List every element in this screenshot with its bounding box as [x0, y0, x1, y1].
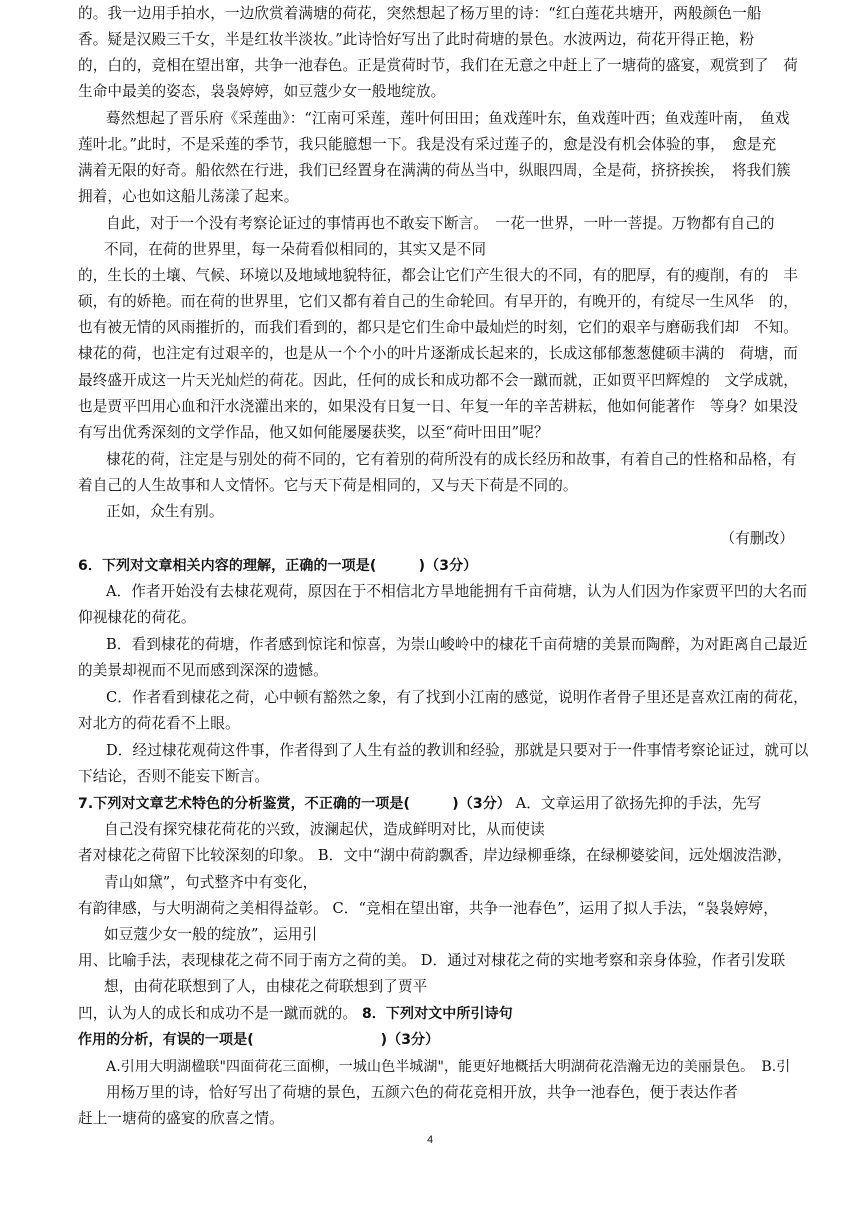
option-8a: A.引用大明湖楹联"四面荷花三面柳，一城山色半城湖"，能更好地概括大明湖荷花浩瀚无边的美丽景色。 B.引 [106, 1059, 791, 1075]
text-line: 也是贾平凹用心血和汗水浇灌出来的，如果没有日复一日、年复一年的辛苦耕耘，他如何能著作 等身？如果没 [78, 398, 798, 415]
text-line: 有韵律感，与大明湖荷之美相得益彰。 C．“竞相在望出窜，共争一池春色”，运用了拟人手法，“袅袅婷婷， [78, 900, 778, 917]
text-line: 拥着，心也如这船儿荡漾了起来。 [78, 188, 299, 205]
text-line: 不同，在荷的世界里，每一朵荷看似相同的，其实又是不同 [104, 241, 487, 258]
option-6b: B．看到棣花的荷塘，作者感到惊诧和惊喜，为崇山峻岭中的棣花千亩荷塘的美景而陶醉，为对距离自己最近 [106, 636, 808, 653]
text-line: 有写出优秀深刻的文学作品，他又如何能屡屡获奖，以至“荷叶田田”呢？ [78, 424, 549, 441]
source-note: （有删改） [720, 530, 794, 547]
question-7-stem: 7.下列对文章艺术特色的分析鉴赏，不正确的一项是( )（3分） [78, 796, 511, 812]
option-6a: A．作者开始没有去棣花观荷，原因在于不相信北方旱地能拥有千亩荷塘，认为人们因为作家贾平凹的大名而 [106, 583, 808, 600]
option-6c-cont: 对北方的荷花看不上眼。 [78, 715, 240, 732]
text-line: 香。疑是汉殿三千女，半是红妆半淡妆。”此诗恰好写出了此时荷塘的景色。水波两边，荷花开得正艳，粉 [78, 31, 755, 48]
option-7a: A．文章运用了欲扬先抑的手法，先写 [515, 795, 762, 812]
text-line: 蓦然想起了晋乐府《采莲曲》：“江南可采莲，莲叶何田田；鱼戏莲叶东，鱼戏莲叶西；鱼戏莲叶南， 鱼戏 [106, 110, 790, 127]
question-7-line [78, 794, 838, 814]
option-6b-cont: 的美景却视而不见而感到深深的遗憾。 [78, 662, 328, 679]
text-line: 的，白的，竞相在望出窜，共争一池春色。正是赏荷时节，我们在无意之中赶上了一塘荷的盛宴，观赏到了 荷 [78, 57, 798, 74]
question-8-line [78, 1004, 790, 1024]
option-6d: D．经过棣花观荷这件事，作者得到了人生有益的教训和经验，那就是只要对于一件事情考察论证过，就可以 [106, 742, 809, 759]
text-line: 最终盛开成这一片天光灿烂的荷花。因此，任何的成长和成功都不会一蹴而就，正如贾平凹辉煌的 文学成就， [78, 372, 798, 389]
text-line: 着自己的人生故事和人文情怀。它与天下荷是相同的，又与天下荷是不同的。 [78, 477, 578, 494]
text-line: 莲叶北。”此时，不是采莲的季节，我只能臆想一下。我是没有采过莲子的，愈是没有机会体验的事， 愈是充 [78, 136, 777, 153]
text-line: 满着无限的好奇。船依然在行进，我们已经置身在满满的荷丛当中，纵眼四周，全是荷，挤挤挨挨， 将我们簇 [78, 162, 791, 179]
text-line: 用、比喻手法，表现棣花之荷不同于南方之荷的美。 D．通过对棣花之荷的实地考察和亲身体验，作者引发联 [78, 952, 786, 969]
text-line: 者对棣花之荷留下比较深刻的印象。 B．文中“湖中荷韵飘香，岸边绿柳垂绦，在绿柳婆娑间，远处烟波浩渺， [78, 847, 792, 864]
option-7d-cont: 凹，认为人的成长和成功不是一蹴而就的。 [78, 1005, 358, 1022]
option-8b-cont: 赶上一塘荷的盛宴的欣喜之情。 [78, 1110, 284, 1127]
text-line: 青山如黛”，句式整齐中有变化， [104, 874, 318, 891]
page-number: 4 [426, 1134, 434, 1146]
question-6-stem: 6．下列对文章相关内容的理解，正确的一项是( )（3分） [78, 558, 478, 574]
option-6d-cont: 下结论，否则不能妄下断言。 [78, 768, 270, 785]
text-line: 想，由荷花联想到了人，由棣花之荷联想到了贾平 [104, 978, 428, 995]
text-line: 自此，对于一个没有考察论证过的事情再也不敢妄下断言。 一花一世界，一叶一菩提。万物都有自己的 [106, 215, 775, 232]
text-line: 自己没有探究棣花荷花的兴致，波澜起伏，造成鲜明对比，从而使读 [104, 821, 545, 838]
text-line: 的，生长的土壤、气候、环境以及地域地貌特征，都会让它们产生很大的不同，有的肥厚，有的瘦削，有的 丰 [78, 267, 798, 284]
text-line: 棣花的荷，注定是与别处的荷不同的，它有着别的荷所没有的成长经历和故事，有着自己的性格和品格，有 [106, 451, 797, 468]
text-line: 生命中最美的姿态，袅袅婷婷，如豆蔻少女一般地绽放。 [78, 83, 446, 100]
option-6c: C．作者看到棣花之荷，心中顿有豁然之象，有了找到小江南的感觉，说明作者骨子里还是喜欢江南的荷花， [106, 689, 808, 706]
text-line: 正如，众生有别。 [106, 503, 224, 520]
question-8-stem-part: 8．下列对文中所引诗句 [361, 1006, 513, 1022]
option-6a-cont: 仰视棣花的荷花。 [78, 609, 196, 626]
text-line: 棣花的荷，也注定有过艰辛的，也是从一个个小的叶片逐渐成长起来的，长成这郁郁葱葱健硕丰满的 荷塘，而 [78, 345, 798, 362]
text-line: 如豆蔻少女一般的绽放”，运用引 [104, 926, 318, 943]
text-line: 也有被无情的风雨摧折的，而我们看到的，都只是它们生命中最灿烂的时刻，它们的艰辛与磨砺我们却 不知。 [78, 319, 798, 336]
option-8b: 用杨万里的诗，恰好写出了荷塘的景色，五颜六色的荷花竞相开放，共争一池春色，便于表达作者 [106, 1084, 738, 1101]
question-8-stem: 作用的分析，有误的一项是( )（3分） [78, 1032, 440, 1048]
text-line: 的。我一边用手拍水，一边欣赏着满塘的荷花，突然想起了杨万里的诗：“红白莲花共塘开，两般颜色一船 [78, 5, 762, 22]
text-line: 硕，有的娇艳。而在荷的世界里，它们又都有着自己的生命轮回。有早开的，有晚开的，有绽尽一生风华 的， [78, 293, 798, 310]
